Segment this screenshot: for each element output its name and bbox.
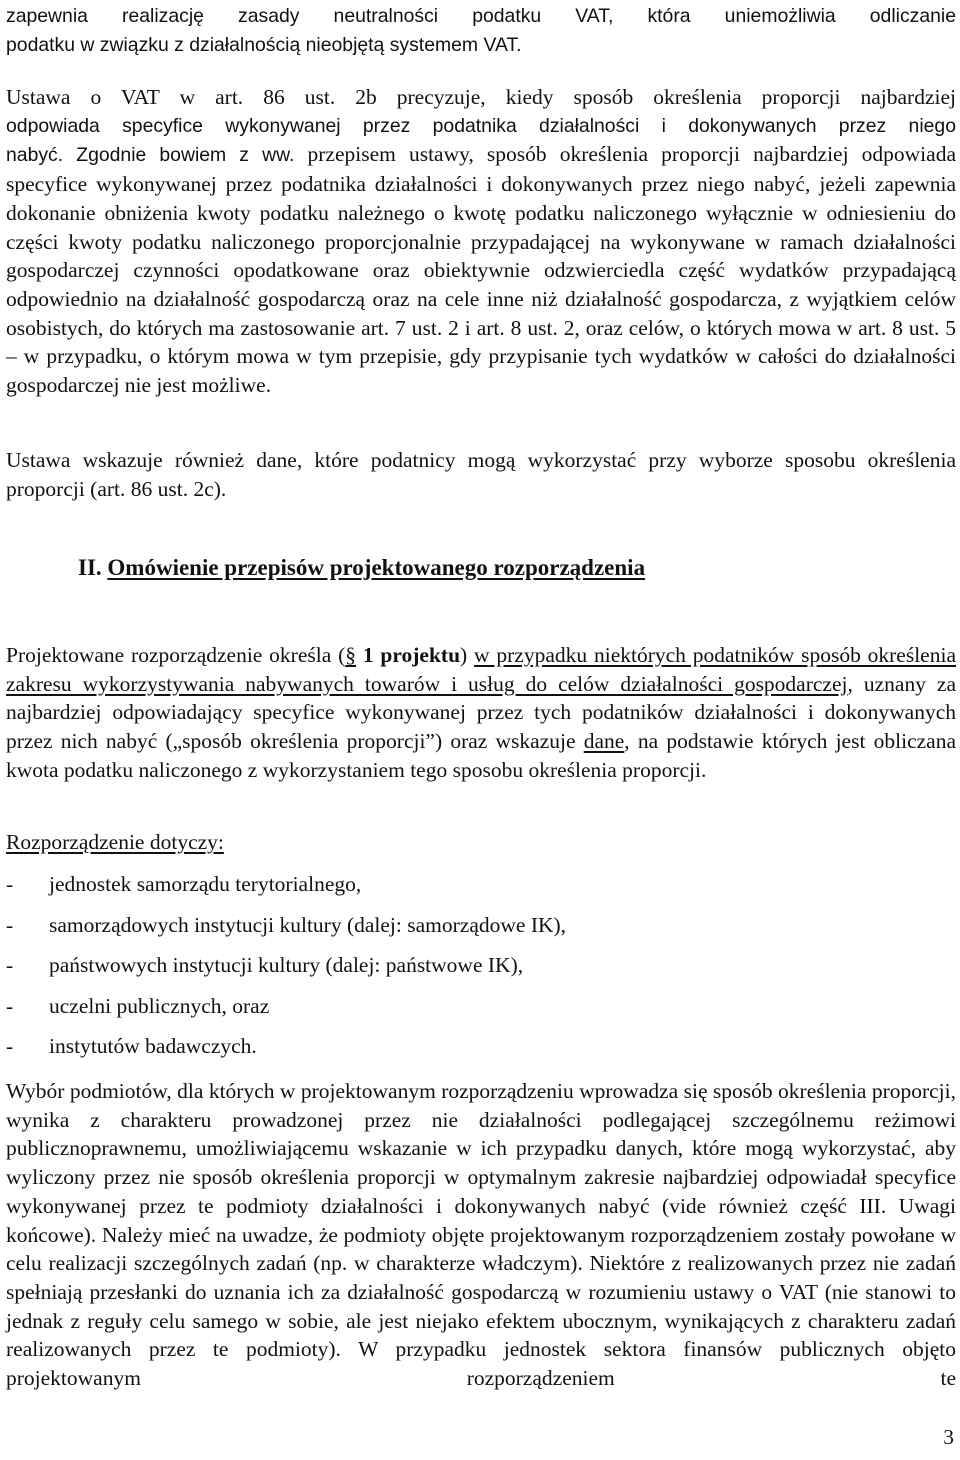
text-span: Projektowane rozporządzenie określa ( [6,643,346,667]
paragraph-regulation-scope [6,641,956,785]
list-dash: - [6,953,14,978]
text-span: przepisem ustawy, sposób określenia proporcji najbardziej odpowiada specyfice wykonywanej przez podatnika działalności i dokonywanych przez niego nabyć, jeżeli zapewnia dokonanie obniżenia kwoty podatku należnego o kwotę podatku naliczonego wyłącznie w odniesieniu do części kwoty podatku naliczonego proporcjonalnie przypadającej na wykonywane w ramach działalności gospodarczej czynności opodatkowane oraz obiektywnie odzwierciedla część wydatków przypadającą odpowiednio na działalność gospodarczą oraz na cele inne niż działalność gospodarcza, z wyjątkiem celów osobistych, do których ma zastosowanie art. 7 ust. 2 i art. 8 ust. 2, oraz celów, o których mowa w art. 8 ust. 5 – w przypadku, o którym mowa w tym przepisie, gdy przypisanie tych wydatków w całości do działalności gospodarczej nie jest możliwe. [6,142,956,398]
text-body [6,140,956,399]
paragraph-data-hint: Ustawa wskazuje również dane, które podatnicy mogą wykorzystać przy wyborze sposobu określenia proporcji (art. 86 ust. 2c). [6,448,956,501]
underlined-text: w przypadku niektórych podatników sposób określenia zakresu wykorzystywania nabywanych towarów i usług do celów działalności gospodarczej [6,643,956,696]
text-line: odpowiada specyfice wykonywanej przez podatnika działalności i dokonywanych przez niego [6,114,956,137]
list-item-text: instytutów badawczych. [49,1034,257,1059]
scope-list [6,870,956,1073]
text-span: , na podstawie których jest obliczana kwota podatku naliczonego z wykorzystaniem tego sposobu określenia proporcji. [6,729,956,782]
underlined-text: dane [583,729,625,754]
list-item-text: państwowych instytucji kultury (dalej: państwowe IK), [49,953,524,978]
section-heading [78,555,645,581]
text-line: podatku w związku z działalnością nieobjętą systemem VAT. [6,33,522,56]
list-item [6,951,956,979]
scope-label: Rozporządzenie dotyczy: [6,830,224,854]
text-span: , uznany za najbardziej odpowiadający specyfice wykonywanej przez tych podatników działalności i dokonywanych przez nich nabyć („sposób określenia proporcji”) oraz wskazuje [6,671,957,754]
list-dash: - [6,872,14,896]
text-span: ) [460,643,475,667]
list-item-text: samorządowych instytucji kultury (dalej: samorządowe IK), [49,912,567,937]
page-number: 3 [943,1425,954,1449]
text-line: zapewnia realizację zasady neutralności podatku VAT, która uniemożliwia odliczanie [6,5,956,27]
list-item [6,911,956,939]
list-dash: - [6,1034,14,1059]
paragraph-art-86 [6,83,956,400]
section-title: Omówienie przepisów projektowanego rozporządzenia [107,555,646,580]
list-item-text: jednostek samorządu terytorialnego, [49,872,362,896]
paragraph-neutrality [6,2,956,59]
list-dash: - [6,993,14,1018]
paragraph-entity-selection: Wybór podmiotów, dla których w projektowanym rozporządzeniu wprowadza się sposób określenia proporcji, wynika z charakteru prowadzonej przez nie działalności podlegającej szczególnemu reżimowi publicznoprawnemu, umożliwiającemu wskazanie w ich przypadku danych, które mogą wykorzystać, aby wyliczony przez nie sposób określenia proporcji w optymalnym zakresie najbardziej odpowiadał specyfice wykonywanej przez te podmioty działalności i dokonywanych nabyć (vide również część III. Uwagi końcowe). Należy mieć na uwadze, że podmioty objęte projektowanym rozporządzeniem zostały powołane w celu realizacji szczególnych zadań (np. w charakterze władczym). Niektóre z realizowanych przez nie zadań spełniają przesłanki do uznania ich za działalność gospodarczą w rozumieniu ustawy o VAT (nie stanowi to jednak z reguły celu samego w sobie, ale jest niejako efektem ubocznym, wynikających z charakteru zadań realizowanych przez te podmioty). W przypadku jednostek sektora finansów publicznych objęto projektowanym rozporządzeniem te [6,1079,956,1391]
list-dash: - [6,912,14,937]
list-item [6,870,956,898]
section-symbol: § [345,643,356,667]
section-number: II. [78,555,102,580]
text-line: Ustawa o VAT w art. 86 ust. 2b precyzuje, kiedy sposób określenia proporcji najbardziej [6,85,956,109]
list-item [6,1032,956,1060]
project-reference: 1 projektu [356,643,461,667]
list-item [6,992,956,1020]
list-item-text: uczelni publicznych, oraz [49,993,270,1018]
text-span: nabyć. Zgodnie bowiem z ww. [6,144,295,167]
